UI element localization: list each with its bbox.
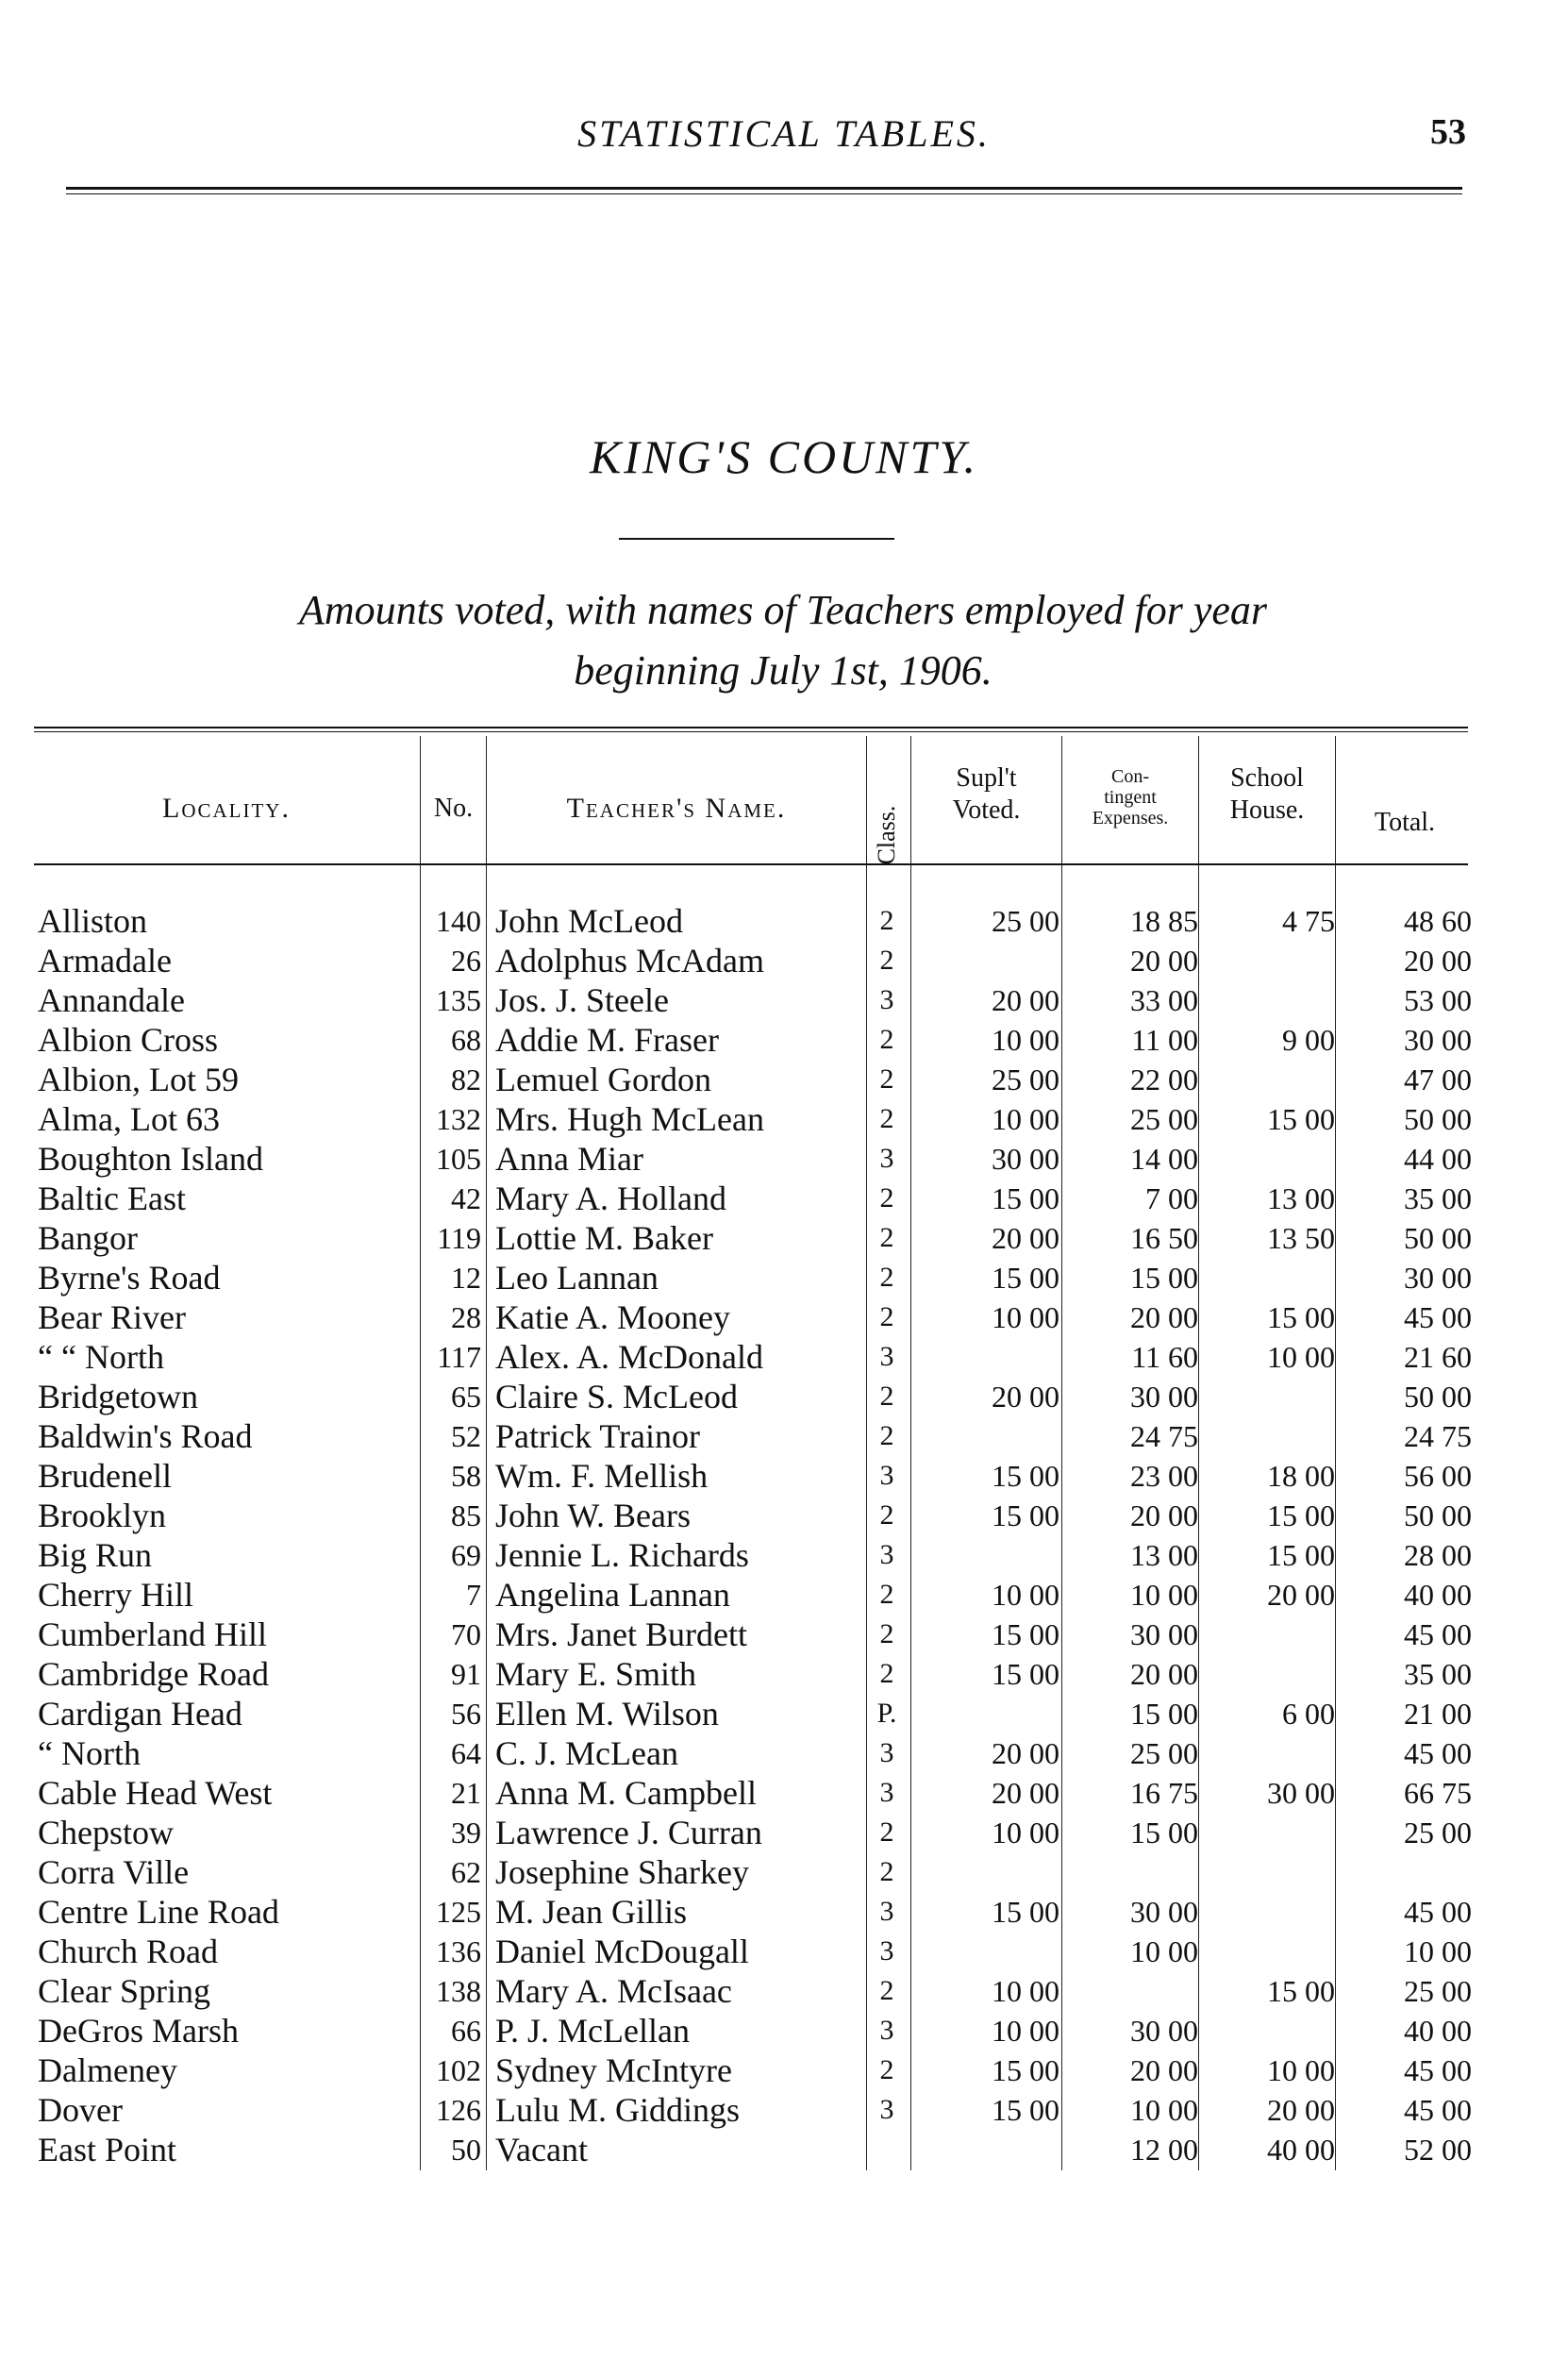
teacher-name-cell: Mrs. Janet Burdett <box>495 1615 747 1653</box>
class-cell: 2 <box>879 1975 894 2006</box>
supplement-voted-cell: 30 00 <box>992 1142 1059 1176</box>
number-cell: 21 <box>451 1776 481 1810</box>
table-row <box>0 1139 1568 1179</box>
number-cell: 125 <box>436 1895 481 1929</box>
locality-cell: Church Road <box>38 1933 218 1970</box>
number-cell: 138 <box>436 1974 481 2008</box>
table-row <box>0 1020 1568 1060</box>
table-row <box>0 1892 1568 1932</box>
total-cell: 50 00 <box>1404 1498 1472 1532</box>
school-house-cell: 40 00 <box>1267 2133 1335 2167</box>
contingent-expenses-cell: 30 00 <box>1130 1617 1198 1651</box>
header-contingent <box>1062 766 1198 829</box>
class-cell: 3 <box>879 1341 894 1372</box>
title-rule <box>619 538 894 540</box>
class-cell: 2 <box>879 1024 894 1055</box>
class-cell: P. <box>876 1698 897 1729</box>
contingent-expenses-cell: 25 00 <box>1130 1736 1198 1770</box>
supplement-voted-cell: 20 00 <box>992 1221 1059 1255</box>
class-cell: 3 <box>879 1896 894 1927</box>
table-row <box>0 980 1568 1020</box>
total-cell: 30 00 <box>1404 1023 1472 1057</box>
locality-cell: Alliston <box>38 902 148 940</box>
locality-cell: Dover <box>38 2091 123 2129</box>
teacher-name-cell: Wm. F. Mellish <box>495 1457 709 1495</box>
table-row <box>0 1813 1568 1852</box>
number-cell: 26 <box>451 944 481 978</box>
total-cell: 10 00 <box>1404 1934 1472 1968</box>
locality-cell: Dalmeney <box>38 2051 177 2089</box>
teacher-name-cell: Josephine Sharkey <box>495 1853 749 1891</box>
number-cell: 62 <box>451 1855 481 1889</box>
table-row <box>0 2011 1568 2050</box>
school-house-cell: 13 50 <box>1267 1221 1335 1255</box>
teacher-name-cell: Mary E. Smith <box>495 1655 696 1693</box>
class-cell: 2 <box>879 1658 894 1689</box>
class-cell: 2 <box>879 1301 894 1332</box>
number-cell: 70 <box>451 1617 481 1651</box>
contingent-expenses-cell: 20 00 <box>1130 1498 1198 1532</box>
teacher-name-cell: Addie M. Fraser <box>495 1021 719 1059</box>
number-cell: 102 <box>436 2053 481 2087</box>
total-cell: 66 75 <box>1404 1776 1472 1810</box>
supplement-voted-cell: 10 00 <box>992 1023 1059 1057</box>
locality-cell: Brudenell <box>38 1457 172 1495</box>
number-cell: 66 <box>451 2014 481 2048</box>
number-cell: 140 <box>436 904 481 938</box>
table-row <box>0 2050 1568 2090</box>
table-row <box>0 1733 1568 1773</box>
contingent-expenses-cell: 20 00 <box>1130 1300 1198 1334</box>
supplement-voted-cell: 20 00 <box>992 1736 1059 1770</box>
supplement-voted-cell: 15 00 <box>992 1498 1059 1532</box>
contingent-expenses-cell: 14 00 <box>1130 1142 1198 1176</box>
class-cell: 2 <box>879 1499 894 1531</box>
teacher-name-cell: Claire S. McLeod <box>495 1378 738 1415</box>
locality-cell: Armadale <box>38 942 172 979</box>
class-cell: 3 <box>879 1539 894 1570</box>
locality-cell: Chepstow <box>38 1814 174 1851</box>
school-house-cell: 18 00 <box>1267 1459 1335 1493</box>
supplement-voted-cell: 15 00 <box>992 1617 1059 1651</box>
class-cell: 2 <box>879 945 894 976</box>
header-school-line-2: House. <box>1229 795 1305 825</box>
number-cell: 135 <box>436 983 481 1017</box>
number-cell: 64 <box>451 1736 481 1770</box>
teacher-name-cell: Mary A. Holland <box>495 1180 726 1217</box>
number-cell: 136 <box>436 1934 481 1968</box>
total-cell: 21 60 <box>1404 1340 1472 1374</box>
number-cell: 56 <box>451 1697 481 1731</box>
subtitle <box>90 580 1476 701</box>
supplement-voted-cell: 10 00 <box>992 1974 1059 2008</box>
total-cell: 45 00 <box>1404 2053 1472 2087</box>
header-rule <box>66 187 1462 194</box>
locality-cell: Bear River <box>38 1298 186 1336</box>
header-contingent-line-3: Expenses. <box>1092 808 1169 829</box>
teacher-name-cell: Leo Lannan <box>495 1259 659 1297</box>
supplement-voted-cell: 15 00 <box>992 1261 1059 1295</box>
supplement-voted-cell: 15 00 <box>992 2053 1059 2087</box>
total-cell: 40 00 <box>1404 2014 1472 2048</box>
table-row <box>0 1694 1568 1733</box>
total-cell: 35 00 <box>1404 1657 1472 1691</box>
number-cell: 126 <box>436 2093 481 2127</box>
teacher-name-cell: Angelina Lannan <box>495 1576 730 1614</box>
contingent-expenses-cell: 16 50 <box>1130 1221 1198 1255</box>
number-cell: 82 <box>451 1063 481 1096</box>
table-row <box>0 1337 1568 1377</box>
contingent-expenses-cell: 11 00 <box>1131 1023 1198 1057</box>
contingent-expenses-cell: 10 00 <box>1130 2093 1198 2127</box>
header-no: No. <box>433 794 474 823</box>
number-cell: 28 <box>451 1300 481 1334</box>
table-row <box>0 1932 1568 1971</box>
total-cell: 45 00 <box>1404 2093 1472 2127</box>
class-cell: 2 <box>879 1103 894 1134</box>
contingent-expenses-cell: 15 00 <box>1130 1697 1198 1731</box>
header-suppl-line-1: Supl't <box>956 763 1017 793</box>
header-class <box>868 783 906 887</box>
teacher-name-cell: Vacant <box>495 2131 588 2168</box>
locality-cell: Bridgetown <box>38 1378 198 1415</box>
locality-cell: Centre Line Road <box>38 1893 279 1931</box>
school-house-cell: 15 00 <box>1267 1538 1335 1572</box>
school-house-cell: 9 00 <box>1282 1023 1335 1057</box>
number-cell: 105 <box>436 1142 481 1176</box>
class-cell: 3 <box>879 2094 894 2125</box>
number-cell: 132 <box>436 1102 481 1136</box>
supplement-voted-cell: 15 00 <box>992 1181 1059 1215</box>
header-suppl-line-2: Voted. <box>952 795 1021 825</box>
contingent-expenses-cell: 24 75 <box>1130 1419 1198 1453</box>
total-cell: 50 00 <box>1404 1380 1472 1414</box>
table-row <box>0 1852 1568 1892</box>
teacher-name-cell: Lottie M. Baker <box>495 1219 713 1257</box>
class-cell: 3 <box>879 984 894 1015</box>
table-header-rule <box>34 863 1468 865</box>
locality-cell: Baltic East <box>38 1180 186 1217</box>
teacher-name-cell: Jos. J. Steele <box>495 981 669 1019</box>
header-contingent-line-2: tingent <box>1104 787 1157 808</box>
total-cell: 45 00 <box>1404 1895 1472 1929</box>
contingent-expenses-cell: 10 00 <box>1130 1934 1198 1968</box>
supplement-voted-cell: 10 00 <box>992 1816 1059 1850</box>
class-cell: 2 <box>879 2054 894 2085</box>
teacher-name-cell: Anna Miar <box>495 1140 643 1178</box>
teacher-name-cell: Anna M. Campbell <box>495 1774 757 1812</box>
table-top-rule <box>34 727 1468 732</box>
table-row <box>0 1060 1568 1099</box>
table-row <box>0 1377 1568 1416</box>
total-cell: 56 00 <box>1404 1459 1472 1493</box>
contingent-expenses-cell: 15 00 <box>1130 1816 1198 1850</box>
locality-cell: Cambridge Road <box>38 1655 269 1693</box>
teacher-name-cell: C. J. McLean <box>495 1734 678 1772</box>
number-cell: 42 <box>451 1181 481 1215</box>
table-row <box>0 1773 1568 1813</box>
contingent-expenses-cell: 23 00 <box>1130 1459 1198 1493</box>
locality-cell: Cherry Hill <box>38 1576 193 1614</box>
supplement-voted-cell: 10 00 <box>992 2014 1059 2048</box>
header-school-line-1: School <box>1230 763 1304 793</box>
number-cell: 12 <box>451 1261 481 1295</box>
locality-cell: Bangor <box>38 1219 138 1257</box>
table-row <box>0 1258 1568 1297</box>
class-cell: 2 <box>879 1856 894 1887</box>
table-row <box>0 1615 1568 1654</box>
contingent-expenses-cell: 20 00 <box>1130 1657 1198 1691</box>
total-cell: 50 00 <box>1404 1102 1472 1136</box>
locality-cell: DeGros Marsh <box>38 2012 239 2050</box>
table-row <box>0 1416 1568 1456</box>
county-title: KING'S COUNTY. <box>589 430 979 483</box>
locality-cell: Clear Spring <box>38 1972 210 2010</box>
supplement-voted-cell: 25 00 <box>992 904 1059 938</box>
total-cell: 48 60 <box>1404 904 1472 938</box>
supplement-voted-cell: 20 00 <box>992 1776 1059 1810</box>
total-cell: 30 00 <box>1404 1261 1472 1295</box>
class-cell: 3 <box>879 1935 894 1967</box>
school-house-cell: 20 00 <box>1267 2093 1335 2127</box>
teacher-name-cell: Sydney McIntyre <box>495 2051 732 2089</box>
total-cell: 44 00 <box>1404 1142 1472 1176</box>
teacher-name-cell: Lawrence J. Curran <box>495 1814 762 1851</box>
teacher-name-cell: Adolphus McAdam <box>495 942 764 979</box>
running-title: STATISTICAL TABLES. <box>577 112 991 155</box>
locality-cell: Alma, Lot 63 <box>38 1100 220 1138</box>
locality-cell: “ “ North <box>38 1338 164 1376</box>
total-cell: 52 00 <box>1404 2133 1472 2167</box>
contingent-expenses-cell: 20 00 <box>1130 2053 1198 2087</box>
locality-cell: Albion Cross <box>38 1021 219 1059</box>
supplement-voted-cell: 20 00 <box>992 983 1059 1017</box>
class-cell: 2 <box>879 1618 894 1649</box>
page-number: 53 <box>1430 112 1466 152</box>
class-cell: 2 <box>879 1816 894 1848</box>
total-cell: 25 00 <box>1404 1974 1472 2008</box>
header-suppl <box>911 762 1061 827</box>
table-row <box>0 1654 1568 1694</box>
locality-cell: “ North <box>38 1734 141 1772</box>
teacher-name-cell: Daniel McDougall <box>495 1933 749 1970</box>
header-locality: Locality. <box>162 793 291 824</box>
running-head <box>0 111 1568 168</box>
locality-cell: Annandale <box>38 981 185 1019</box>
supplement-voted-cell: 15 00 <box>992 1657 1059 1691</box>
table-body <box>0 901 1568 2169</box>
class-cell: 3 <box>879 1460 894 1491</box>
contingent-expenses-cell: 30 00 <box>1130 1895 1198 1929</box>
locality-cell: Brooklyn <box>38 1497 167 1534</box>
supplement-voted-cell: 15 00 <box>992 1895 1059 1929</box>
school-house-cell: 13 00 <box>1267 1181 1335 1215</box>
locality-cell: Corra Ville <box>38 1853 190 1891</box>
supplement-voted-cell: 15 00 <box>992 2093 1059 2127</box>
locality-cell: Byrne's Road <box>38 1259 221 1297</box>
table-row <box>0 1456 1568 1496</box>
teacher-name-cell: John W. Bears <box>495 1497 691 1534</box>
school-house-cell: 4 75 <box>1282 904 1335 938</box>
supplement-voted-cell: 10 00 <box>992 1300 1059 1334</box>
contingent-expenses-cell: 20 00 <box>1130 944 1198 978</box>
class-cell: 2 <box>879 1579 894 1610</box>
contingent-expenses-cell: 25 00 <box>1130 1102 1198 1136</box>
supplement-voted-cell: 25 00 <box>992 1063 1059 1096</box>
number-cell: 50 <box>451 2133 481 2167</box>
subtitle-line-2: beginning July 1st, 1906. <box>574 647 993 694</box>
number-cell: 119 <box>437 1221 481 1255</box>
teacher-name-cell: Mrs. Hugh McLean <box>495 1100 764 1138</box>
teacher-name-cell: John McLeod <box>495 902 683 940</box>
total-cell: 45 00 <box>1404 1736 1472 1770</box>
class-cell: 2 <box>879 1262 894 1293</box>
total-cell: 20 00 <box>1404 944 1472 978</box>
total-cell: 28 00 <box>1404 1538 1472 1572</box>
total-cell: 47 00 <box>1404 1063 1472 1096</box>
class-cell: 2 <box>879 905 894 936</box>
number-cell: 91 <box>451 1657 481 1691</box>
supplement-voted-cell: 10 00 <box>992 1102 1059 1136</box>
number-cell: 7 <box>466 1578 481 1612</box>
teacher-name-cell: Mary A. McIsaac <box>495 1972 732 2010</box>
locality-cell: East Point <box>38 2131 177 2168</box>
total-cell: 50 00 <box>1404 1221 1472 1255</box>
total-cell: 24 75 <box>1404 1419 1472 1453</box>
locality-cell: Albion, Lot 59 <box>38 1061 239 1098</box>
total-cell: 45 00 <box>1404 1300 1472 1334</box>
contingent-expenses-cell: 18 85 <box>1130 904 1198 938</box>
contingent-expenses-cell: 33 00 <box>1130 983 1198 1017</box>
class-cell: 2 <box>879 1063 894 1095</box>
supplement-voted-cell: 10 00 <box>992 1578 1059 1612</box>
table-row <box>0 901 1568 941</box>
contingent-expenses-cell: 10 00 <box>1130 1578 1198 1612</box>
school-house-cell: 10 00 <box>1267 1340 1335 1374</box>
number-cell: 68 <box>451 1023 481 1057</box>
class-cell: 3 <box>879 1777 894 1808</box>
teacher-name-cell: Alex. A. McDonald <box>495 1338 763 1376</box>
contingent-expenses-cell: 30 00 <box>1130 1380 1198 1414</box>
contingent-expenses-cell: 22 00 <box>1130 1063 1198 1096</box>
header-class-text: Class. <box>873 805 900 865</box>
locality-cell: Baldwin's Road <box>38 1417 253 1455</box>
table-row <box>0 2130 1568 2169</box>
number-cell: 52 <box>451 1419 481 1453</box>
table-row <box>0 1535 1568 1575</box>
supplement-voted-cell: 20 00 <box>992 1380 1059 1414</box>
school-house-cell: 15 00 <box>1267 1498 1335 1532</box>
header-contingent-line-1: Con- <box>1111 766 1149 787</box>
school-house-cell: 15 00 <box>1267 1974 1335 2008</box>
school-house-cell: 30 00 <box>1267 1776 1335 1810</box>
contingent-expenses-cell: 13 00 <box>1130 1538 1198 1572</box>
supplement-voted-cell: 15 00 <box>992 1459 1059 1493</box>
number-cell: 117 <box>437 1340 481 1374</box>
total-cell: 25 00 <box>1404 1816 1472 1850</box>
school-house-cell: 15 00 <box>1267 1300 1335 1334</box>
number-cell: 65 <box>451 1380 481 1414</box>
class-cell: 2 <box>879 1420 894 1451</box>
contingent-expenses-cell: 11 60 <box>1131 1340 1198 1374</box>
table-row <box>0 2090 1568 2130</box>
class-cell: 3 <box>879 1143 894 1174</box>
locality-cell: Cardigan Head <box>38 1695 242 1732</box>
locality-cell: Cable Head West <box>38 1774 273 1812</box>
total-cell: 35 00 <box>1404 1181 1472 1215</box>
table-row <box>0 1099 1568 1139</box>
school-house-cell: 10 00 <box>1267 2053 1335 2087</box>
contingent-expenses-cell: 12 00 <box>1130 2133 1198 2167</box>
contingent-expenses-cell: 15 00 <box>1130 1261 1198 1295</box>
number-cell: 39 <box>451 1816 481 1850</box>
teacher-name-cell: Lemuel Gordon <box>495 1061 711 1098</box>
contingent-expenses-cell: 30 00 <box>1130 2014 1198 2048</box>
locality-cell: Cumberland Hill <box>38 1615 267 1653</box>
table-row <box>0 941 1568 980</box>
teacher-name-cell: M. Jean Gillis <box>495 1893 687 1931</box>
teacher-name-cell: Patrick Trainor <box>495 1417 701 1455</box>
school-house-cell: 15 00 <box>1267 1102 1335 1136</box>
subtitle-line-1: Amounts voted, with names of Teachers employed for year <box>298 587 1268 633</box>
table-row <box>0 1297 1568 1337</box>
table-row <box>0 1971 1568 2011</box>
header-school-house <box>1199 762 1335 827</box>
number-cell: 85 <box>451 1498 481 1532</box>
teacher-name-cell: Jennie L. Richards <box>495 1536 749 1574</box>
table-row <box>0 1575 1568 1615</box>
number-cell: 69 <box>451 1538 481 1572</box>
contingent-expenses-cell: 16 75 <box>1130 1776 1198 1810</box>
class-cell: 2 <box>879 1222 894 1253</box>
teacher-name-cell: Ellen M. Wilson <box>495 1695 719 1732</box>
class-cell: 3 <box>879 1737 894 1768</box>
teacher-name-cell: P. J. McLellan <box>495 2012 690 2050</box>
contingent-expenses-cell: 7 00 <box>1145 1181 1198 1215</box>
class-cell: 3 <box>879 2015 894 2046</box>
table-row <box>0 1496 1568 1535</box>
total-cell: 45 00 <box>1404 1617 1472 1651</box>
teacher-name-cell: Lulu M. Giddings <box>495 2091 741 2129</box>
teacher-name-cell: Katie A. Mooney <box>495 1298 730 1336</box>
total-cell: 53 00 <box>1404 983 1472 1017</box>
school-house-cell: 6 00 <box>1282 1697 1335 1731</box>
total-cell: 40 00 <box>1404 1578 1472 1612</box>
class-cell: 2 <box>879 1182 894 1213</box>
table-row <box>0 1218 1568 1258</box>
header-teacher: Teacher's Name. <box>566 793 787 824</box>
class-cell: 2 <box>879 1381 894 1412</box>
total-cell: 21 00 <box>1404 1697 1472 1731</box>
table-row <box>0 1179 1568 1218</box>
header-total: Total. <box>1374 808 1436 837</box>
number-cell: 58 <box>451 1459 481 1493</box>
school-house-cell: 20 00 <box>1267 1578 1335 1612</box>
locality-cell: Boughton Island <box>38 1140 263 1178</box>
locality-cell: Big Run <box>38 1536 153 1574</box>
